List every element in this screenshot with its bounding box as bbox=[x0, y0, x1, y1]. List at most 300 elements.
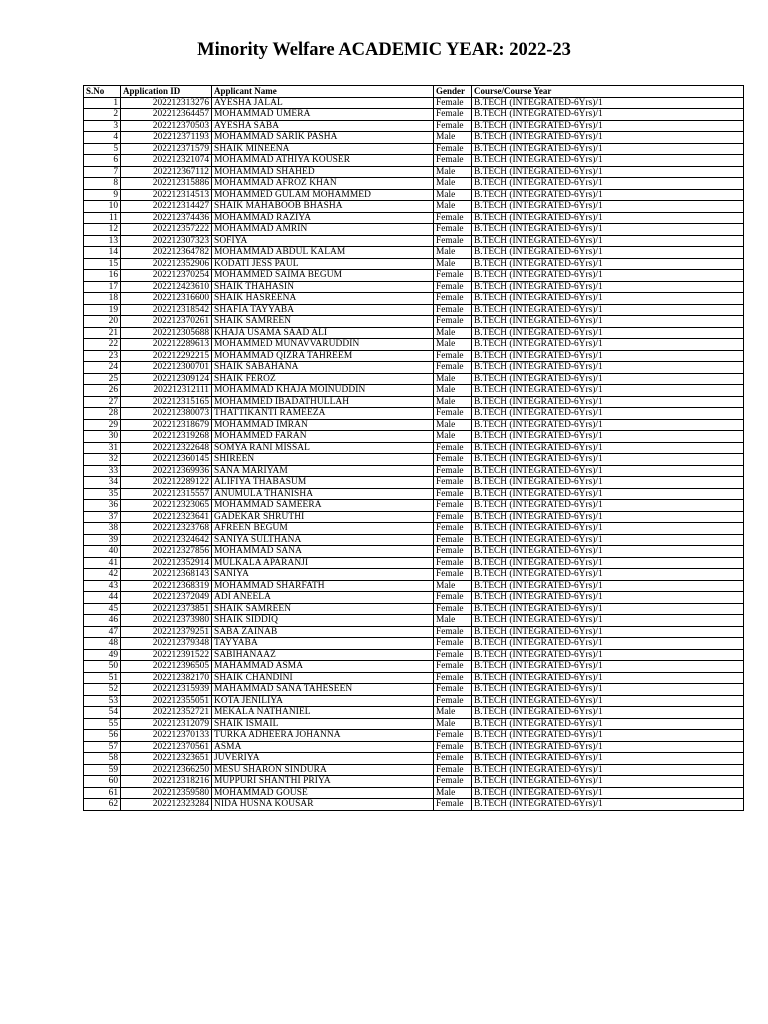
table-row bbox=[84, 304, 744, 316]
cell-course: B.TECH (INTEGRATED-6Yrs)/1 bbox=[472, 546, 744, 558]
table-row bbox=[84, 557, 744, 569]
cell-gender: Female bbox=[434, 350, 472, 362]
cell-gender: Male bbox=[434, 339, 472, 351]
cell-course: B.TECH (INTEGRATED-6Yrs)/1 bbox=[472, 189, 744, 201]
cell-application-id: 202212368143 bbox=[121, 569, 212, 581]
cell-gender: Male bbox=[434, 707, 472, 719]
cell-applicant-name: SHAIK THAHASIN bbox=[212, 281, 434, 293]
cell-sno: 28 bbox=[84, 408, 121, 420]
cell-sno: 14 bbox=[84, 247, 121, 259]
cell-applicant-name: SHAIK MAHABOOB BHASHA bbox=[212, 201, 434, 213]
table-row bbox=[84, 258, 744, 270]
cell-application-id: 202212379348 bbox=[121, 638, 212, 650]
table-row bbox=[84, 224, 744, 236]
table-row bbox=[84, 385, 744, 397]
cell-gender: Male bbox=[434, 166, 472, 178]
cell-application-id: 202212379251 bbox=[121, 626, 212, 638]
cell-applicant-name: SABA ZAINAB bbox=[212, 626, 434, 638]
cell-application-id: 202212352906 bbox=[121, 258, 212, 270]
table-row bbox=[84, 776, 744, 788]
table-row bbox=[84, 120, 744, 132]
cell-sno: 35 bbox=[84, 488, 121, 500]
cell-sno: 38 bbox=[84, 523, 121, 535]
cell-application-id: 202212360145 bbox=[121, 454, 212, 466]
cell-applicant-name: SOMYA RANI MISSAL bbox=[212, 442, 434, 454]
cell-application-id: 202212305688 bbox=[121, 327, 212, 339]
cell-course: B.TECH (INTEGRATED-6Yrs)/1 bbox=[472, 523, 744, 535]
cell-applicant-name: MOHAMMAD SAMEERA bbox=[212, 500, 434, 512]
cell-sno: 11 bbox=[84, 212, 121, 224]
cell-application-id: 202212352721 bbox=[121, 707, 212, 719]
table-row bbox=[84, 373, 744, 385]
cell-sno: 7 bbox=[84, 166, 121, 178]
table-row bbox=[84, 465, 744, 477]
cell-sno: 18 bbox=[84, 293, 121, 305]
cell-gender: Female bbox=[434, 638, 472, 650]
cell-application-id: 202212373851 bbox=[121, 603, 212, 615]
cell-gender: Female bbox=[434, 523, 472, 535]
cell-application-id: 202212370561 bbox=[121, 741, 212, 753]
cell-sno: 58 bbox=[84, 753, 121, 765]
cell-sno: 17 bbox=[84, 281, 121, 293]
table-row bbox=[84, 592, 744, 604]
cell-course: B.TECH (INTEGRATED-6Yrs)/1 bbox=[472, 201, 744, 213]
cell-course: B.TECH (INTEGRATED-6Yrs)/1 bbox=[472, 569, 744, 581]
cell-applicant-name: SHAIK ISMAIL bbox=[212, 718, 434, 730]
cell-application-id: 202212316600 bbox=[121, 293, 212, 305]
cell-course: B.TECH (INTEGRATED-6Yrs)/1 bbox=[472, 362, 744, 374]
cell-gender: Female bbox=[434, 97, 472, 109]
cell-gender: Male bbox=[434, 385, 472, 397]
cell-gender: Female bbox=[434, 684, 472, 696]
cell-applicant-name: SOFIYA bbox=[212, 235, 434, 247]
cell-applicant-name: SHAIK SAMREEN bbox=[212, 316, 434, 328]
table-header bbox=[84, 86, 744, 98]
cell-gender: Female bbox=[434, 362, 472, 374]
cell-course: B.TECH (INTEGRATED-6Yrs)/1 bbox=[472, 97, 744, 109]
cell-application-id: 202212323768 bbox=[121, 523, 212, 535]
cell-sno: 22 bbox=[84, 339, 121, 351]
cell-course: B.TECH (INTEGRATED-6Yrs)/1 bbox=[472, 454, 744, 466]
cell-gender: Female bbox=[434, 603, 472, 615]
cell-course: B.TECH (INTEGRATED-6Yrs)/1 bbox=[472, 707, 744, 719]
cell-applicant-name: SHAFIA TAYYABA bbox=[212, 304, 434, 316]
cell-application-id: 202212368319 bbox=[121, 580, 212, 592]
cell-gender: Female bbox=[434, 155, 472, 167]
cell-sno: 25 bbox=[84, 373, 121, 385]
table-row bbox=[84, 189, 744, 201]
table-row bbox=[84, 442, 744, 454]
cell-sno: 37 bbox=[84, 511, 121, 523]
cell-sno: 43 bbox=[84, 580, 121, 592]
cell-sno: 42 bbox=[84, 569, 121, 581]
cell-sno: 60 bbox=[84, 776, 121, 788]
cell-course: B.TECH (INTEGRATED-6Yrs)/1 bbox=[472, 557, 744, 569]
cell-gender: Male bbox=[434, 178, 472, 190]
table-row bbox=[84, 431, 744, 443]
table-row bbox=[84, 638, 744, 650]
cell-application-id: 202212370133 bbox=[121, 730, 212, 742]
cell-gender: Female bbox=[434, 661, 472, 673]
table-row bbox=[84, 500, 744, 512]
cell-applicant-name: NIDA HUSNA KOUSAR bbox=[212, 799, 434, 811]
cell-applicant-name: KOTA JENILIYA bbox=[212, 695, 434, 707]
cell-application-id: 202212371193 bbox=[121, 132, 212, 144]
cell-gender: Female bbox=[434, 109, 472, 121]
cell-sno: 41 bbox=[84, 557, 121, 569]
header-row bbox=[84, 86, 744, 98]
cell-gender: Male bbox=[434, 327, 472, 339]
cell-sno: 30 bbox=[84, 431, 121, 443]
table-row bbox=[84, 178, 744, 190]
cell-course: B.TECH (INTEGRATED-6Yrs)/1 bbox=[472, 776, 744, 788]
cell-application-id: 202212315939 bbox=[121, 684, 212, 696]
cell-gender: Female bbox=[434, 626, 472, 638]
cell-application-id: 202212355051 bbox=[121, 695, 212, 707]
cell-applicant-name: SHAIK SABAHANA bbox=[212, 362, 434, 374]
cell-applicant-name: SABIHANAAZ bbox=[212, 649, 434, 661]
cell-sno: 55 bbox=[84, 718, 121, 730]
cell-course: B.TECH (INTEGRATED-6Yrs)/1 bbox=[472, 396, 744, 408]
cell-applicant-name: MOHAMMAD IMRAN bbox=[212, 419, 434, 431]
cell-application-id: 202212292215 bbox=[121, 350, 212, 362]
cell-course: B.TECH (INTEGRATED-6Yrs)/1 bbox=[472, 316, 744, 328]
cell-application-id: 202212315165 bbox=[121, 396, 212, 408]
cell-applicant-name: MOHAMMAD AFROZ KHAN bbox=[212, 178, 434, 190]
cell-course: B.TECH (INTEGRATED-6Yrs)/1 bbox=[472, 143, 744, 155]
cell-application-id: 202212314513 bbox=[121, 189, 212, 201]
cell-course: B.TECH (INTEGRATED-6Yrs)/1 bbox=[472, 511, 744, 523]
cell-gender: Male bbox=[434, 258, 472, 270]
cell-applicant-name: MEKALA NATHANIEL bbox=[212, 707, 434, 719]
cell-application-id: 202212357222 bbox=[121, 224, 212, 236]
table-row bbox=[84, 166, 744, 178]
cell-course: B.TECH (INTEGRATED-6Yrs)/1 bbox=[472, 155, 744, 167]
table-row bbox=[84, 672, 744, 684]
cell-course: B.TECH (INTEGRATED-6Yrs)/1 bbox=[472, 592, 744, 604]
cell-application-id: 202212312079 bbox=[121, 718, 212, 730]
cell-application-id: 202212370261 bbox=[121, 316, 212, 328]
cell-applicant-name: MOHAMMAD SHARFATH bbox=[212, 580, 434, 592]
cell-course: B.TECH (INTEGRATED-6Yrs)/1 bbox=[472, 603, 744, 615]
table-row bbox=[84, 327, 744, 339]
cell-gender: Male bbox=[434, 396, 472, 408]
cell-gender: Male bbox=[434, 580, 472, 592]
cell-application-id: 202212323641 bbox=[121, 511, 212, 523]
cell-course: B.TECH (INTEGRATED-6Yrs)/1 bbox=[472, 258, 744, 270]
cell-applicant-name: SHAIK HASREENA bbox=[212, 293, 434, 305]
table-row bbox=[84, 523, 744, 535]
cell-course: B.TECH (INTEGRATED-6Yrs)/1 bbox=[472, 649, 744, 661]
cell-gender: Female bbox=[434, 695, 472, 707]
cell-sno: 61 bbox=[84, 787, 121, 799]
cell-course: B.TECH (INTEGRATED-6Yrs)/1 bbox=[472, 615, 744, 627]
cell-application-id: 202212364782 bbox=[121, 247, 212, 259]
table-row bbox=[84, 143, 744, 155]
cell-gender: Male bbox=[434, 787, 472, 799]
cell-sno: 15 bbox=[84, 258, 121, 270]
cell-sno: 40 bbox=[84, 546, 121, 558]
cell-application-id: 202212371579 bbox=[121, 143, 212, 155]
cell-sno: 27 bbox=[84, 396, 121, 408]
cell-sno: 21 bbox=[84, 327, 121, 339]
cell-application-id: 202212327856 bbox=[121, 546, 212, 558]
cell-gender: Female bbox=[434, 235, 472, 247]
cell-gender: Female bbox=[434, 776, 472, 788]
cell-course: B.TECH (INTEGRATED-6Yrs)/1 bbox=[472, 281, 744, 293]
cell-course: B.TECH (INTEGRATED-6Yrs)/1 bbox=[472, 132, 744, 144]
cell-applicant-name: SANIYA SULTHANA bbox=[212, 534, 434, 546]
cell-course: B.TECH (INTEGRATED-6Yrs)/1 bbox=[472, 270, 744, 282]
cell-sno: 52 bbox=[84, 684, 121, 696]
cell-application-id: 202212321074 bbox=[121, 155, 212, 167]
cell-sno: 1 bbox=[84, 97, 121, 109]
cell-applicant-name: MAHAMMAD SANA TAHESEEN bbox=[212, 684, 434, 696]
cell-course: B.TECH (INTEGRATED-6Yrs)/1 bbox=[472, 385, 744, 397]
cell-course: B.TECH (INTEGRATED-6Yrs)/1 bbox=[472, 178, 744, 190]
table-row bbox=[84, 649, 744, 661]
table-row bbox=[84, 281, 744, 293]
table-row bbox=[84, 477, 744, 489]
cell-gender: Female bbox=[434, 442, 472, 454]
cell-sno: 47 bbox=[84, 626, 121, 638]
cell-sno: 5 bbox=[84, 143, 121, 155]
cell-gender: Female bbox=[434, 799, 472, 811]
cell-gender: Female bbox=[434, 741, 472, 753]
cell-applicant-name: MOHAMMAD RAZIYA bbox=[212, 212, 434, 224]
cell-application-id: 202212396505 bbox=[121, 661, 212, 673]
cell-gender: Male bbox=[434, 718, 472, 730]
cell-application-id: 202212382170 bbox=[121, 672, 212, 684]
cell-sno: 12 bbox=[84, 224, 121, 236]
cell-application-id: 202212289122 bbox=[121, 477, 212, 489]
cell-course: B.TECH (INTEGRATED-6Yrs)/1 bbox=[472, 442, 744, 454]
cell-gender: Female bbox=[434, 120, 472, 132]
cell-application-id: 202212318679 bbox=[121, 419, 212, 431]
table-row bbox=[84, 730, 744, 742]
cell-applicant-name: MOHAMMAD AMRIN bbox=[212, 224, 434, 236]
cell-applicant-name: MOHAMMAD GOUSE bbox=[212, 787, 434, 799]
cell-application-id: 202212372049 bbox=[121, 592, 212, 604]
cell-gender: Female bbox=[434, 465, 472, 477]
table-row bbox=[84, 799, 744, 811]
cell-course: B.TECH (INTEGRATED-6Yrs)/1 bbox=[472, 787, 744, 799]
cell-course: B.TECH (INTEGRATED-6Yrs)/1 bbox=[472, 109, 744, 121]
cell-applicant-name: MOHAMMED FARAN bbox=[212, 431, 434, 443]
table-row bbox=[84, 741, 744, 753]
cell-applicant-name: SHAIK FEROZ bbox=[212, 373, 434, 385]
cell-application-id: 202212370254 bbox=[121, 270, 212, 282]
cell-sno: 26 bbox=[84, 385, 121, 397]
cell-sno: 6 bbox=[84, 155, 121, 167]
cell-course: B.TECH (INTEGRATED-6Yrs)/1 bbox=[472, 764, 744, 776]
table-row bbox=[84, 569, 744, 581]
cell-gender: Female bbox=[434, 569, 472, 581]
table-row bbox=[84, 212, 744, 224]
cell-applicant-name: MOHAMMAD ATHIYA KOUSER bbox=[212, 155, 434, 167]
cell-applicant-name: MOHAMMAD ABDUL KALAM bbox=[212, 247, 434, 259]
cell-applicant-name: KHAJA USAMA SAAD ALI bbox=[212, 327, 434, 339]
cell-applicant-name: GADEKAR SHRUTHI bbox=[212, 511, 434, 523]
cell-course: B.TECH (INTEGRATED-6Yrs)/1 bbox=[472, 477, 744, 489]
cell-application-id: 202212367112 bbox=[121, 166, 212, 178]
cell-gender: Female bbox=[434, 500, 472, 512]
table-row bbox=[84, 270, 744, 282]
cell-course: B.TECH (INTEGRATED-6Yrs)/1 bbox=[472, 488, 744, 500]
table-row bbox=[84, 534, 744, 546]
cell-sno: 39 bbox=[84, 534, 121, 546]
cell-sno: 51 bbox=[84, 672, 121, 684]
cell-application-id: 202212423610 bbox=[121, 281, 212, 293]
cell-course: B.TECH (INTEGRATED-6Yrs)/1 bbox=[472, 419, 744, 431]
cell-application-id: 202212307323 bbox=[121, 235, 212, 247]
cell-gender: Female bbox=[434, 488, 472, 500]
cell-applicant-name: TAYYABA bbox=[212, 638, 434, 650]
cell-course: B.TECH (INTEGRATED-6Yrs)/1 bbox=[472, 212, 744, 224]
table-row bbox=[84, 97, 744, 109]
cell-gender: Female bbox=[434, 270, 472, 282]
cell-gender: Male bbox=[434, 615, 472, 627]
cell-application-id: 202212374436 bbox=[121, 212, 212, 224]
cell-gender: Female bbox=[434, 672, 472, 684]
table-row bbox=[84, 753, 744, 765]
cell-application-id: 202212323065 bbox=[121, 500, 212, 512]
table-row bbox=[84, 454, 744, 466]
cell-sno: 8 bbox=[84, 178, 121, 190]
cell-course: B.TECH (INTEGRATED-6Yrs)/1 bbox=[472, 661, 744, 673]
cell-sno: 45 bbox=[84, 603, 121, 615]
cell-sno: 33 bbox=[84, 465, 121, 477]
cell-course: B.TECH (INTEGRATED-6Yrs)/1 bbox=[472, 534, 744, 546]
cell-applicant-name: TURKA ADHEERA JOHANNA bbox=[212, 730, 434, 742]
cell-course: B.TECH (INTEGRATED-6Yrs)/1 bbox=[472, 465, 744, 477]
table-row bbox=[84, 764, 744, 776]
cell-gender: Female bbox=[434, 224, 472, 236]
cell-gender: Female bbox=[434, 546, 472, 558]
cell-sno: 13 bbox=[84, 235, 121, 247]
cell-application-id: 202212319268 bbox=[121, 431, 212, 443]
cell-gender: Female bbox=[434, 212, 472, 224]
cell-course: B.TECH (INTEGRATED-6Yrs)/1 bbox=[472, 799, 744, 811]
cell-sno: 59 bbox=[84, 764, 121, 776]
cell-applicant-name: SHAIK SIDDIQ bbox=[212, 615, 434, 627]
cell-course: B.TECH (INTEGRATED-6Yrs)/1 bbox=[472, 235, 744, 247]
cell-sno: 34 bbox=[84, 477, 121, 489]
cell-sno: 48 bbox=[84, 638, 121, 650]
cell-application-id: 202212289613 bbox=[121, 339, 212, 351]
cell-application-id: 202212323284 bbox=[121, 799, 212, 811]
cell-gender: Female bbox=[434, 511, 472, 523]
cell-gender: Female bbox=[434, 316, 472, 328]
cell-gender: Female bbox=[434, 281, 472, 293]
cell-sno: 54 bbox=[84, 707, 121, 719]
cell-sno: 32 bbox=[84, 454, 121, 466]
cell-applicant-name: MOHAMMAD KHAJA MOINUDDIN bbox=[212, 385, 434, 397]
cell-application-id: 202212312111 bbox=[121, 385, 212, 397]
cell-application-id: 202212369936 bbox=[121, 465, 212, 477]
table-row bbox=[84, 603, 744, 615]
column-header-application-id: Application ID bbox=[121, 86, 212, 98]
cell-sno: 16 bbox=[84, 270, 121, 282]
cell-applicant-name: MULKALA APARANJI bbox=[212, 557, 434, 569]
cell-application-id: 202212318216 bbox=[121, 776, 212, 788]
cell-gender: Female bbox=[434, 557, 472, 569]
column-header-applicant-name: Applicant Name bbox=[212, 86, 434, 98]
cell-sno: 31 bbox=[84, 442, 121, 454]
cell-applicant-name: SHAIK SAMREEN bbox=[212, 603, 434, 615]
cell-applicant-name: MOHAMMAD SHAHED bbox=[212, 166, 434, 178]
cell-course: B.TECH (INTEGRATED-6Yrs)/1 bbox=[472, 638, 744, 650]
cell-application-id: 202212324642 bbox=[121, 534, 212, 546]
table-row bbox=[84, 408, 744, 420]
cell-course: B.TECH (INTEGRATED-6Yrs)/1 bbox=[472, 753, 744, 765]
cell-gender: Male bbox=[434, 419, 472, 431]
cell-course: B.TECH (INTEGRATED-6Yrs)/1 bbox=[472, 718, 744, 730]
cell-gender: Female bbox=[434, 304, 472, 316]
cell-course: B.TECH (INTEGRATED-6Yrs)/1 bbox=[472, 500, 744, 512]
cell-course: B.TECH (INTEGRATED-6Yrs)/1 bbox=[472, 730, 744, 742]
cell-applicant-name: SHAIK MINEENA bbox=[212, 143, 434, 155]
cell-application-id: 202212352914 bbox=[121, 557, 212, 569]
cell-course: B.TECH (INTEGRATED-6Yrs)/1 bbox=[472, 695, 744, 707]
column-header-course: Course/Course Year bbox=[472, 86, 744, 98]
cell-sno: 2 bbox=[84, 109, 121, 121]
cell-course: B.TECH (INTEGRATED-6Yrs)/1 bbox=[472, 408, 744, 420]
column-header-gender: Gender bbox=[434, 86, 472, 98]
cell-course: B.TECH (INTEGRATED-6Yrs)/1 bbox=[472, 339, 744, 351]
cell-applicant-name: AYESHA SABA bbox=[212, 120, 434, 132]
table-row bbox=[84, 626, 744, 638]
cell-course: B.TECH (INTEGRATED-6Yrs)/1 bbox=[472, 626, 744, 638]
cell-course: B.TECH (INTEGRATED-6Yrs)/1 bbox=[472, 224, 744, 236]
cell-sno: 44 bbox=[84, 592, 121, 604]
cell-applicant-name: MOHAMMED SAIMA BEGUM bbox=[212, 270, 434, 282]
cell-sno: 4 bbox=[84, 132, 121, 144]
cell-applicant-name: THATTIKANTI RAMEEZA bbox=[212, 408, 434, 420]
cell-gender: Female bbox=[434, 764, 472, 776]
cell-application-id: 202212315557 bbox=[121, 488, 212, 500]
cell-applicant-name: SHAIK CHANDINI bbox=[212, 672, 434, 684]
cell-gender: Female bbox=[434, 293, 472, 305]
cell-applicant-name: KODATI JESS PAUL bbox=[212, 258, 434, 270]
table-row bbox=[84, 546, 744, 558]
page-title: Minority Welfare ACADEMIC YEAR: 2022-23 bbox=[197, 40, 571, 60]
table-row bbox=[84, 362, 744, 374]
cell-course: B.TECH (INTEGRATED-6Yrs)/1 bbox=[472, 580, 744, 592]
cell-applicant-name: MOHAMMED GULAM MOHAMMED bbox=[212, 189, 434, 201]
cell-gender: Female bbox=[434, 649, 472, 661]
cell-applicant-name: MUPPURI SHANTHI PRIYA bbox=[212, 776, 434, 788]
cell-course: B.TECH (INTEGRATED-6Yrs)/1 bbox=[472, 672, 744, 684]
cell-sno: 53 bbox=[84, 695, 121, 707]
cell-course: B.TECH (INTEGRATED-6Yrs)/1 bbox=[472, 741, 744, 753]
cell-gender: Female bbox=[434, 477, 472, 489]
table-row bbox=[84, 684, 744, 696]
column-header-sno: S.No bbox=[84, 86, 121, 98]
table-row bbox=[84, 293, 744, 305]
cell-applicant-name: MOHAMMED MUNAVVARUDDIN bbox=[212, 339, 434, 351]
cell-applicant-name: SHIREEN bbox=[212, 454, 434, 466]
cell-sno: 46 bbox=[84, 615, 121, 627]
cell-gender: Male bbox=[434, 189, 472, 201]
cell-applicant-name: AYESHA JALAL bbox=[212, 97, 434, 109]
cell-sno: 20 bbox=[84, 316, 121, 328]
cell-course: B.TECH (INTEGRATED-6Yrs)/1 bbox=[472, 247, 744, 259]
cell-applicant-name: MAHAMMAD ASMA bbox=[212, 661, 434, 673]
cell-course: B.TECH (INTEGRATED-6Yrs)/1 bbox=[472, 120, 744, 132]
cell-sno: 56 bbox=[84, 730, 121, 742]
cell-sno: 9 bbox=[84, 189, 121, 201]
